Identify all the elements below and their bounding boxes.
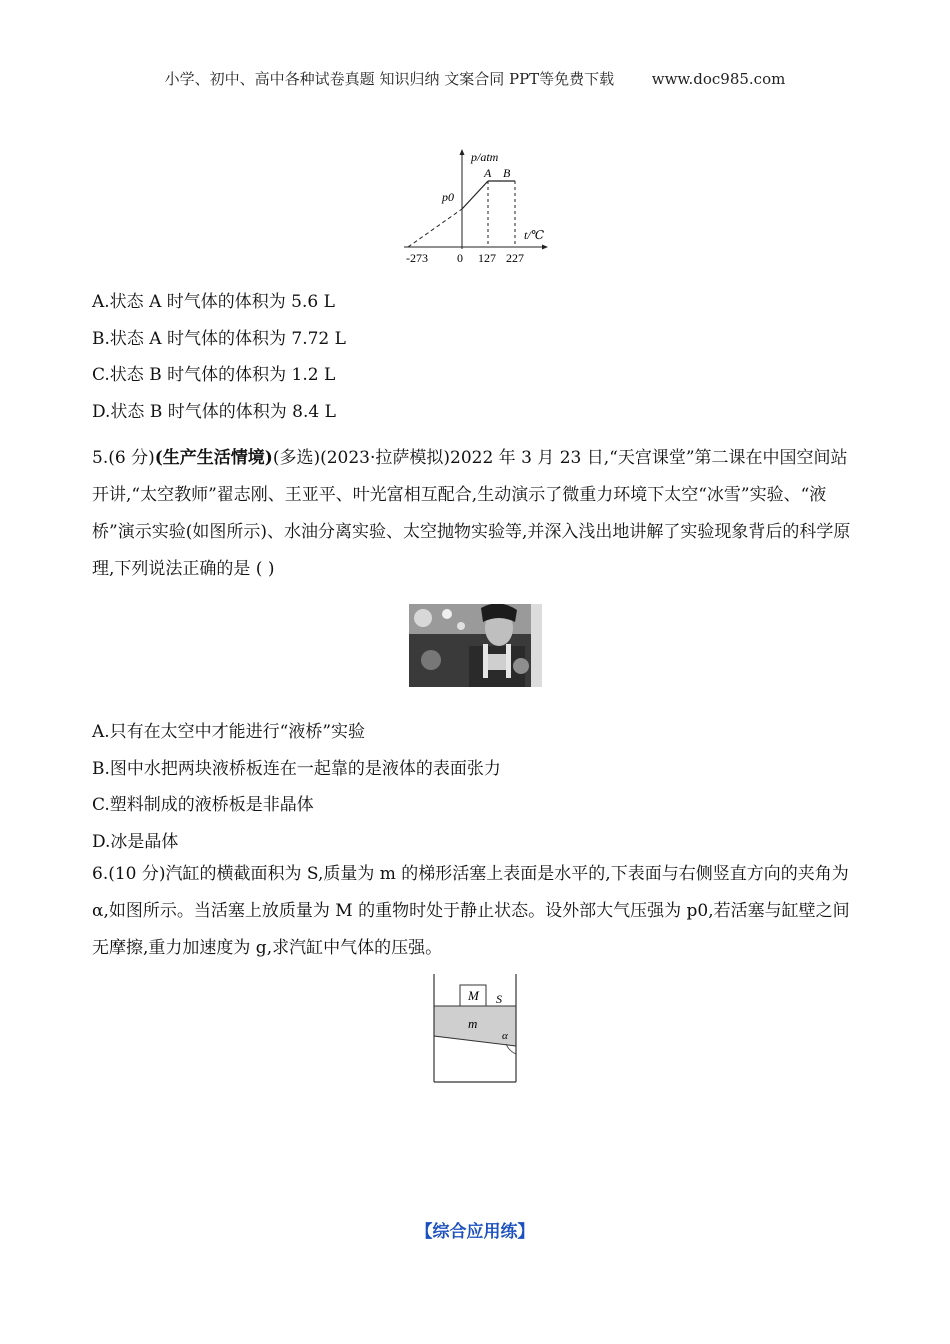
- header-text: 小学、初中、高中各种试卷真题 知识归纳 文案合同 PPT等免费下载: [164, 70, 615, 88]
- area-label: S: [496, 992, 502, 1006]
- q5-number: 5.(6 分): [92, 448, 155, 468]
- section-heading: 【综合应用练】: [415, 1222, 535, 1242]
- page-header: [0, 68, 950, 89]
- q5-context-tag: (生产生活情境): [154, 448, 273, 468]
- weight-label: M: [468, 988, 479, 1003]
- tick-label: 0: [457, 251, 463, 265]
- point-a-label: A: [484, 166, 492, 180]
- q5-stem: [92, 440, 862, 588]
- angle-label: α: [502, 1030, 508, 1042]
- piston-label: m: [468, 1016, 478, 1031]
- q5-option-c: C.塑料制成的液桥板是非晶体: [92, 795, 314, 815]
- pressure-temperature-graph: [400, 145, 560, 267]
- q4-option-b: B.状态 A 时气体的体积为 7.72 L: [92, 329, 346, 349]
- point-b-label: B: [503, 166, 511, 180]
- y-axis-arrow: [460, 149, 465, 155]
- q5-text: (多选)(2023·拉萨模拟)2022 年 3 月 23 日,“天宫课堂”第二课在中国空间站开讲,“太空教师”翟志刚、王亚平、叶光富相互配合,生动演示了微重力环境下太空“冰雪”实验、“液桥”演示实验(如图所示)、水油分离实验、太空抛物实验等,并深入浅出地讲解了实验现象背后的科学原理,下列说法正确的是 ( ): [92, 448, 851, 579]
- p0-label: p0: [442, 190, 454, 204]
- liquid-bridge-photo: [409, 604, 542, 687]
- q5-option-b: B.图中水把两块液桥板连在一起靠的是液体的表面张力: [92, 759, 501, 779]
- q6-stem: 6.(10 分)汽缸的横截面积为 S,质量为 m 的梯形活塞上表面是水平的,下表面与右侧竖直方向的夹角为 α,如图所示。当活塞上放质量为 M 的重物时处于静止状态。设外部大气压强为 p0,若活塞与缸壁之间无摩擦,重力加速度为 g,求汽缸中气体的压强。: [92, 864, 850, 958]
- tick-label: -273: [406, 251, 428, 265]
- isochoric-line: [462, 181, 488, 209]
- q4-option-d: D.状态 B 时气体的体积为 8.4 L: [92, 402, 336, 422]
- header-url[interactable]: www.doc985.com: [651, 70, 786, 88]
- y-axis-label: p/atm: [471, 150, 499, 164]
- cylinder-diagram: [428, 972, 522, 1084]
- x-axis-label: t/℃: [524, 228, 545, 242]
- q5-option-d: D.冰是晶体: [92, 832, 179, 852]
- q4-option-a: A.状态 A 时气体的体积为 5.6 L: [92, 292, 335, 312]
- extrapolation-line: [408, 209, 462, 247]
- q4-option-c: C.状态 B 时气体的体积为 1.2 L: [92, 365, 336, 385]
- tick-label: 127: [478, 251, 496, 265]
- q5-option-a: A.只有在太空中才能进行“液桥”实验: [92, 722, 366, 742]
- x-axis-arrow: [542, 245, 548, 250]
- tick-label: 227: [506, 251, 524, 265]
